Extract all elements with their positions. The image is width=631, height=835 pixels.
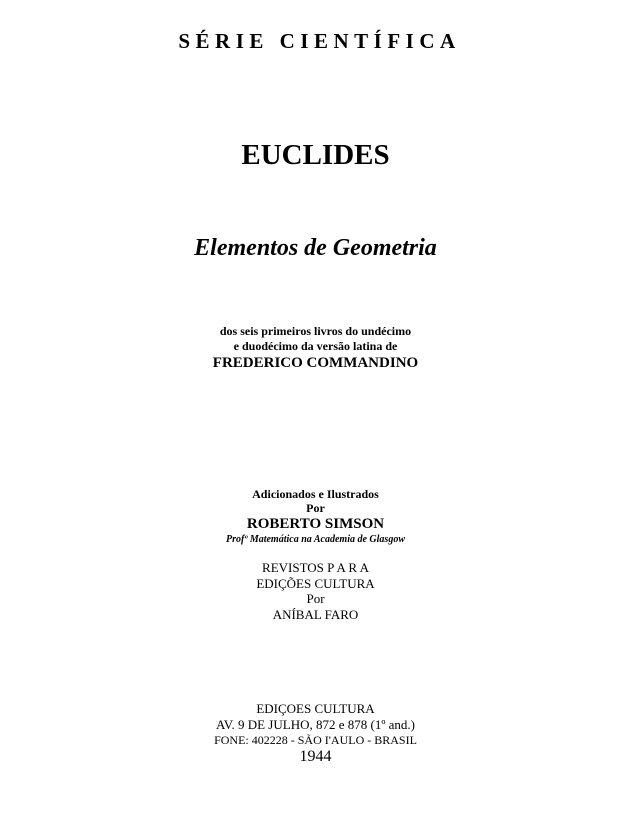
series-name: SÉRIE CIENTÍFICA [178,29,461,53]
reviser-name: ANÍBAL FARO [272,607,359,622]
revision-line-2: EDIÇÕES CULTURA [256,576,375,591]
editor-name: ROBERTO SIMSON [246,516,385,532]
translator-name: FREDERICO COMMANDINO [212,355,419,371]
revision-line-1: REVISTOS P A R A [262,560,369,575]
publisher-name: EDIÇOES CULTURA [256,701,375,716]
work-title: Elementos de Geometria [194,235,437,261]
source-line-1: dos seis primeiros livros do undécimo [219,324,412,338]
publisher-address: AV. 9 DE JULHO, 872 e 878 (1º and.) [216,717,415,732]
publication-year: 1944 [299,748,332,765]
additions-by: Por [306,501,325,515]
additions-line-1: Adicionados e Ilustrados [252,487,379,501]
revision-by: Por [306,591,325,606]
source-line-2: e duodécimo da versão latina de [233,339,398,353]
publisher-phone: FONE: 402228 - SÃO I'AULO - BRASIL [214,733,417,747]
editor-title: Profº Matemática na Academia de Glasgow [225,534,405,545]
author-name: EUCLIDES [241,139,390,171]
